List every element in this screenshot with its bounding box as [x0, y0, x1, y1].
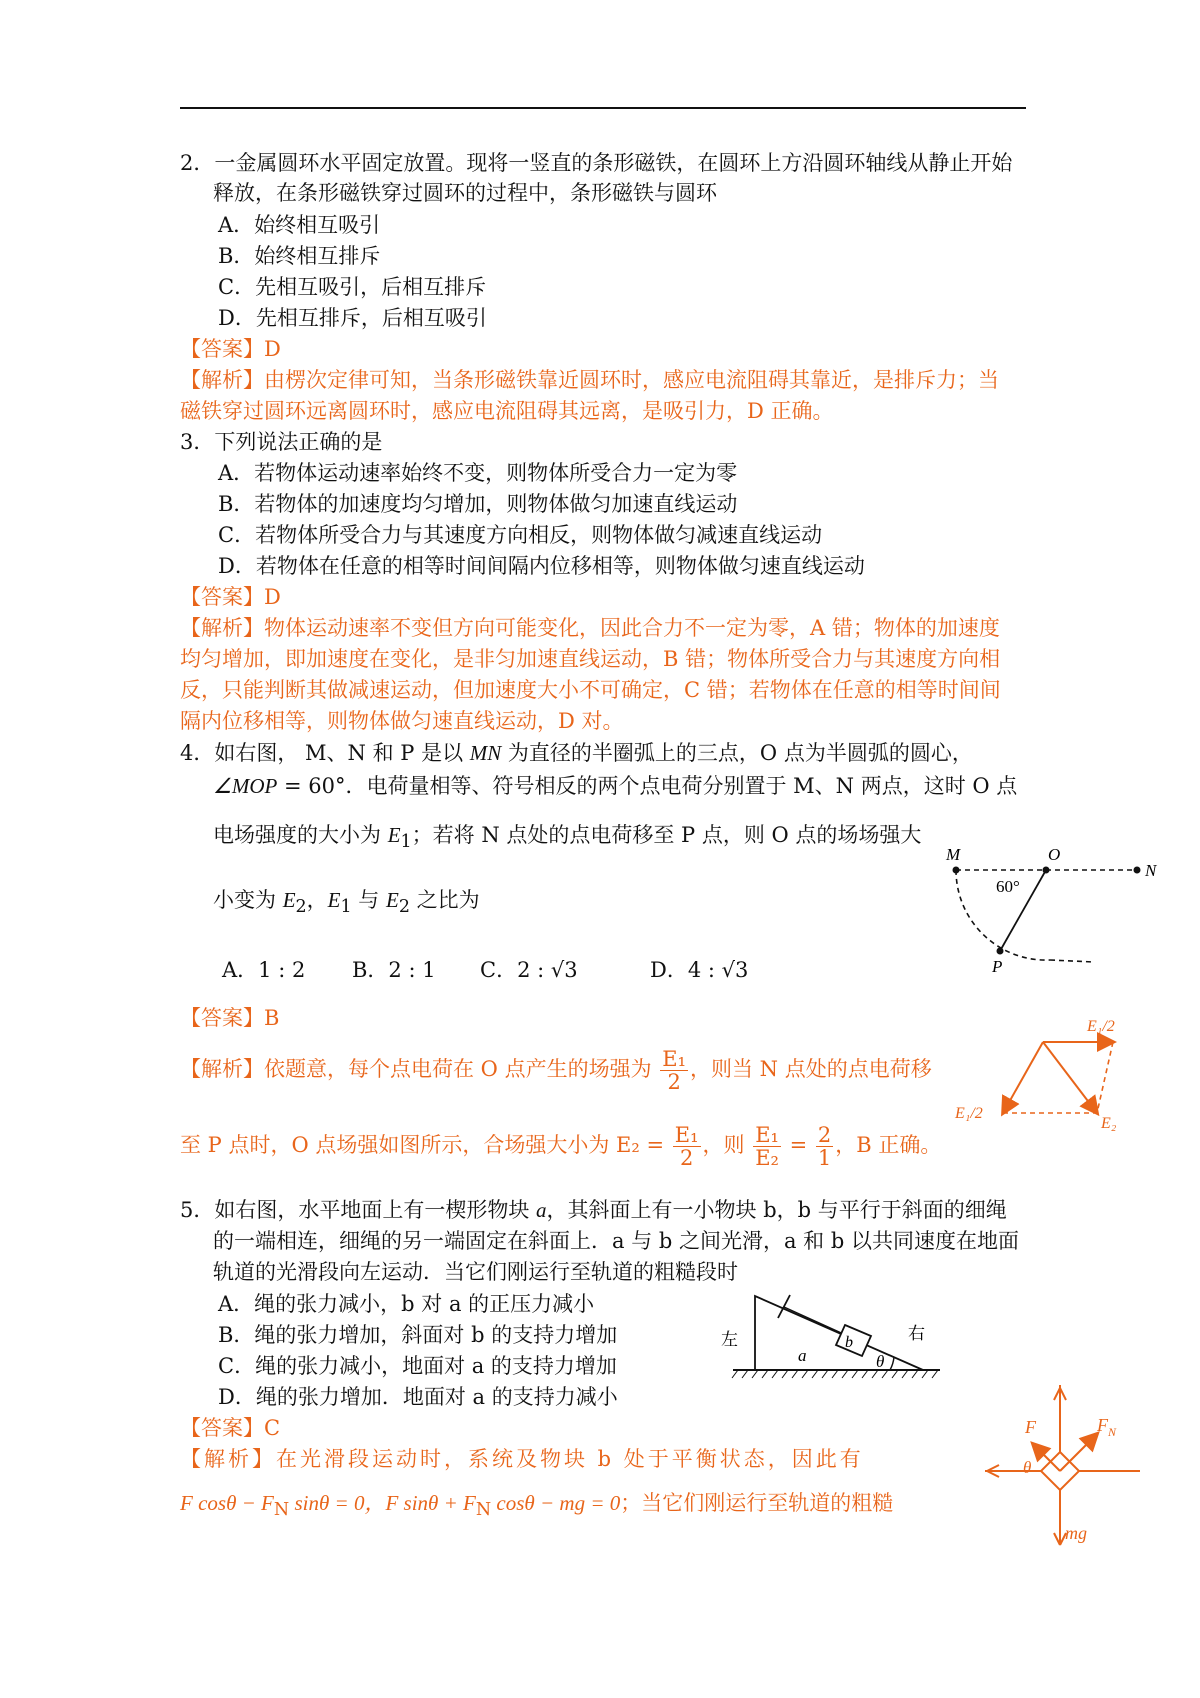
q2-stem-line1: 2．一金属圆环水平固定放置。现将一竖直的条形磁铁，在圆环上方沿圆环轴线从静止开始	[180, 151, 1013, 175]
vector-e1-half-left	[1003, 1042, 1043, 1113]
field-vector-figure	[955, 1015, 1125, 1132]
fraction: $\frac{\text{E₁}}{2}$	[674, 1123, 699, 1170]
point-n	[1134, 867, 1141, 874]
q4-answer: 【答案】B	[180, 1006, 280, 1030]
q5-stem-line3: 轨道的光滑段向左运动．当它们刚运行至轨道的粗糙段时	[213, 1260, 738, 1284]
q3-option-a: A．若物体运动速率始终不变，则物体所受合力一定为零	[218, 461, 738, 485]
q4-option-a: A．1 : 2	[222, 958, 306, 982]
q2-option-c: C．先相互吸引，后相互排斥	[218, 275, 487, 299]
q2-option-b: B．始终相互排斥	[218, 244, 381, 268]
point-o	[1043, 867, 1050, 874]
point-p	[997, 948, 1004, 955]
q3-analysis-line4: 隔内位移相等，则物体做匀速直线运动，D 对。	[180, 709, 624, 733]
label-right: 右	[908, 1324, 925, 1343]
q5-analysis-line1: 【解析】在光滑段运动时，系统及物块 b 处于平衡状态，因此有	[180, 1447, 864, 1471]
q2-answer: 【答案】D	[180, 337, 281, 361]
q4-stem-line2: ∠MOP = 60°．电荷量相等、符号相反的两个点电荷分别置于 M、N 两点，这时 O 点	[213, 774, 1018, 798]
q5-stem-line2: 的一端相连，细绳的另一端固定在斜面上．a 与 b 之间光滑，a 和 b 以共同速度在地面	[213, 1229, 1019, 1253]
label-fn: $F_N$	[1097, 1415, 1117, 1439]
q4-analysis-line2: 至 P 点时，O 点场强如图所示，合场强大小为 E₂ = $\frac{\text{E₁}}{2}$ ，则 $\frac{\text{E₁}}{\text{E₂}}$ = $\frac{2}{1}$ ，B 正确。	[180, 1123, 942, 1170]
label-a: a	[798, 1346, 807, 1365]
fraction: $\frac{\text{E₁}}{\text{E₂}}$	[755, 1123, 779, 1170]
q3-analysis-line3: 反，只能判断其做减速运动，但加速度大小不可确定，C 错；若物体在任意的相等时间间	[180, 678, 1001, 702]
label-theta: θ	[876, 1352, 885, 1371]
q5-option-a: A．绳的张力减小，b 对 a 的正压力减小	[218, 1292, 595, 1316]
label-e1-half-top: E₁/2	[1087, 1018, 1115, 1035]
q5-analysis-line2: F $\cos\theta - F_N$ sinθ = 0，F $\sin\theta + F_N$ cosθ − mg = 0；当它们刚运行至轨道的粗糙	[180, 1491, 894, 1521]
angle-label: 60°	[996, 877, 1020, 896]
ground-hatch	[732, 1370, 938, 1378]
q2-analysis-line2: 磁铁穿过圆环远离圆环时，感应电流阻碍其远离，是吸引力，D 正确。	[180, 399, 834, 423]
label-b: b	[845, 1334, 853, 1351]
label-n: N	[1145, 861, 1157, 880]
q5-stem-line1: 5．如右图，水平地面上有一楔形物块 a，其斜面上有一小物块 b，b 与平行于斜面的细绳	[180, 1198, 1007, 1222]
label-m: M	[946, 845, 961, 864]
q2-analysis-line1: 【解析】由楞次定律可知，当条形磁铁靠近圆环时，感应电流阻碍其靠近，是排斥力；当	[180, 368, 999, 392]
q4-analysis-line1: 【解析】依题意，每个点电荷在 O 点产生的场强为 $\frac{\text{E₁}}{2}$ ，则当 N 点处的点电荷移	[180, 1047, 932, 1094]
label-e1-half-left: E₁/2	[955, 1105, 983, 1122]
q4-option-c: C．2 : √3	[480, 958, 578, 982]
q5-option-b: B．绳的张力增加，斜面对 b 的支持力增加	[218, 1323, 618, 1347]
arc-extension	[1050, 960, 1094, 962]
label-mg: mg	[1065, 1523, 1087, 1543]
q2-option-a: A．始终相互吸引	[218, 213, 381, 237]
rope	[784, 1307, 848, 1336]
q2-option-d: D．先相互排斥，后相互吸引	[218, 306, 487, 330]
vector-e2	[1043, 1042, 1097, 1113]
label-o: O	[1048, 845, 1061, 864]
label-left: 左	[721, 1330, 738, 1349]
q5-option-c: C．绳的张力减小，地面对 a 的支持力增加	[218, 1354, 617, 1378]
dashed-right	[1097, 1042, 1113, 1113]
theta-arc	[890, 1357, 894, 1370]
q4-stem-line1: 4．如右图， M、N 和 P 是以 MN 为直径的半圈弧上的三点，O 点为半圆弧的圆心，	[180, 741, 973, 765]
label-p: P	[992, 957, 1003, 976]
wedge-figure	[718, 1278, 948, 1388]
fraction: $\frac{2}{1}$	[817, 1123, 832, 1170]
q3-analysis-line1: 【解析】物体运动速率不变但方向可能变化，因此合力不一定为零，A 错；物体的加速度	[180, 616, 1000, 640]
label-e2: E₂	[1101, 1115, 1117, 1132]
q4-stem-line3: 电场强度的大小为 $E_1$；若将 N 点处的点电荷移至 P 点，则 O 点的场场强大	[213, 823, 922, 853]
q3-option-d: D．若物体在任意的相等时间间隔内位移相等，则物体做匀速直线运动	[218, 554, 865, 578]
q3-analysis-line2: 均匀增加，即加速度在变化，是非匀加速直线运动，B 错；物体所受合力与其速度方向相	[180, 647, 1001, 671]
q3-option-c: C．若物体所受合力与其速度方向相反，则物体做匀减速直线运动	[218, 523, 823, 547]
point-m	[953, 867, 960, 874]
q2-stem-line2: 释放，在条形磁铁穿过圆环的过程中，条形磁铁与圆环	[213, 181, 717, 205]
q5-option-d: D．绳的张力增加．地面对 a 的支持力减小	[218, 1385, 618, 1409]
semicircle-figure	[930, 840, 1157, 980]
fraction: $\frac{\text{E₁}}{2}$	[662, 1047, 686, 1094]
q4-stem-line4: 小变为 $E_2$，$E_1$ 与 $E_2$ 之比为	[213, 888, 480, 918]
force-diagram	[985, 1385, 1170, 1555]
q3-stem: 3．下列说法正确的是	[180, 430, 383, 454]
wedge-a	[755, 1296, 923, 1370]
label-theta: θ	[1023, 1458, 1032, 1477]
q5-answer: 【答案】C	[180, 1416, 281, 1440]
label-f: F	[1025, 1417, 1036, 1437]
q3-option-b: B．若物体的加速度均匀增加，则物体做匀加速直线运动	[218, 492, 738, 516]
header-rule	[180, 107, 1026, 109]
q4-option-d: D．4 : √3	[650, 958, 749, 982]
q3-answer: 【答案】D	[180, 585, 281, 609]
q4-option-b: B．2 : 1	[352, 958, 436, 982]
vector-fn	[1060, 1434, 1097, 1471]
block-b	[836, 1325, 871, 1356]
